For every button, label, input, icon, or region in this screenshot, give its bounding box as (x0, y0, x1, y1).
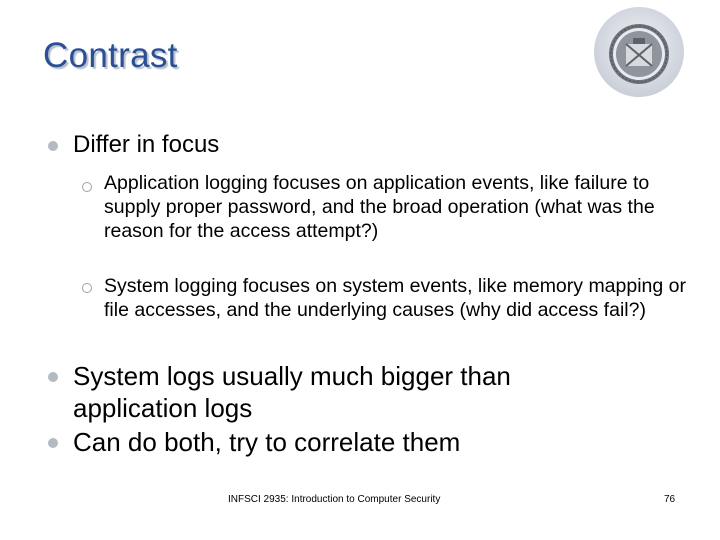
bullet-text: Can do both, try to correlate them (73, 427, 461, 457)
sub-bullet-icon (82, 182, 92, 192)
bullet-text: Differ in focus (73, 131, 220, 158)
page-number: 76 (664, 494, 676, 505)
bullet-icon (48, 438, 58, 448)
bullet-icon (48, 141, 58, 151)
bullet-text: System logs usually much bigger than application logs (73, 361, 511, 423)
sub-bullet-icon (82, 283, 92, 293)
sub-bullet-text: System logging focuses on system events, like memory mapping or file accesses, and the underlying causes (why did access fail?) (104, 275, 687, 321)
bullet-icon (48, 372, 58, 382)
university-seal-icon (593, 6, 685, 98)
slide-footer: INFSCI 2935: Introduction to Computer Security (228, 494, 441, 505)
slide-title: Contrast (43, 36, 178, 75)
sub-bullet-text: Application logging focuses on application events, like failure to supply proper password, and the broad operation (what was the reason for the access attempt?) (104, 172, 655, 242)
